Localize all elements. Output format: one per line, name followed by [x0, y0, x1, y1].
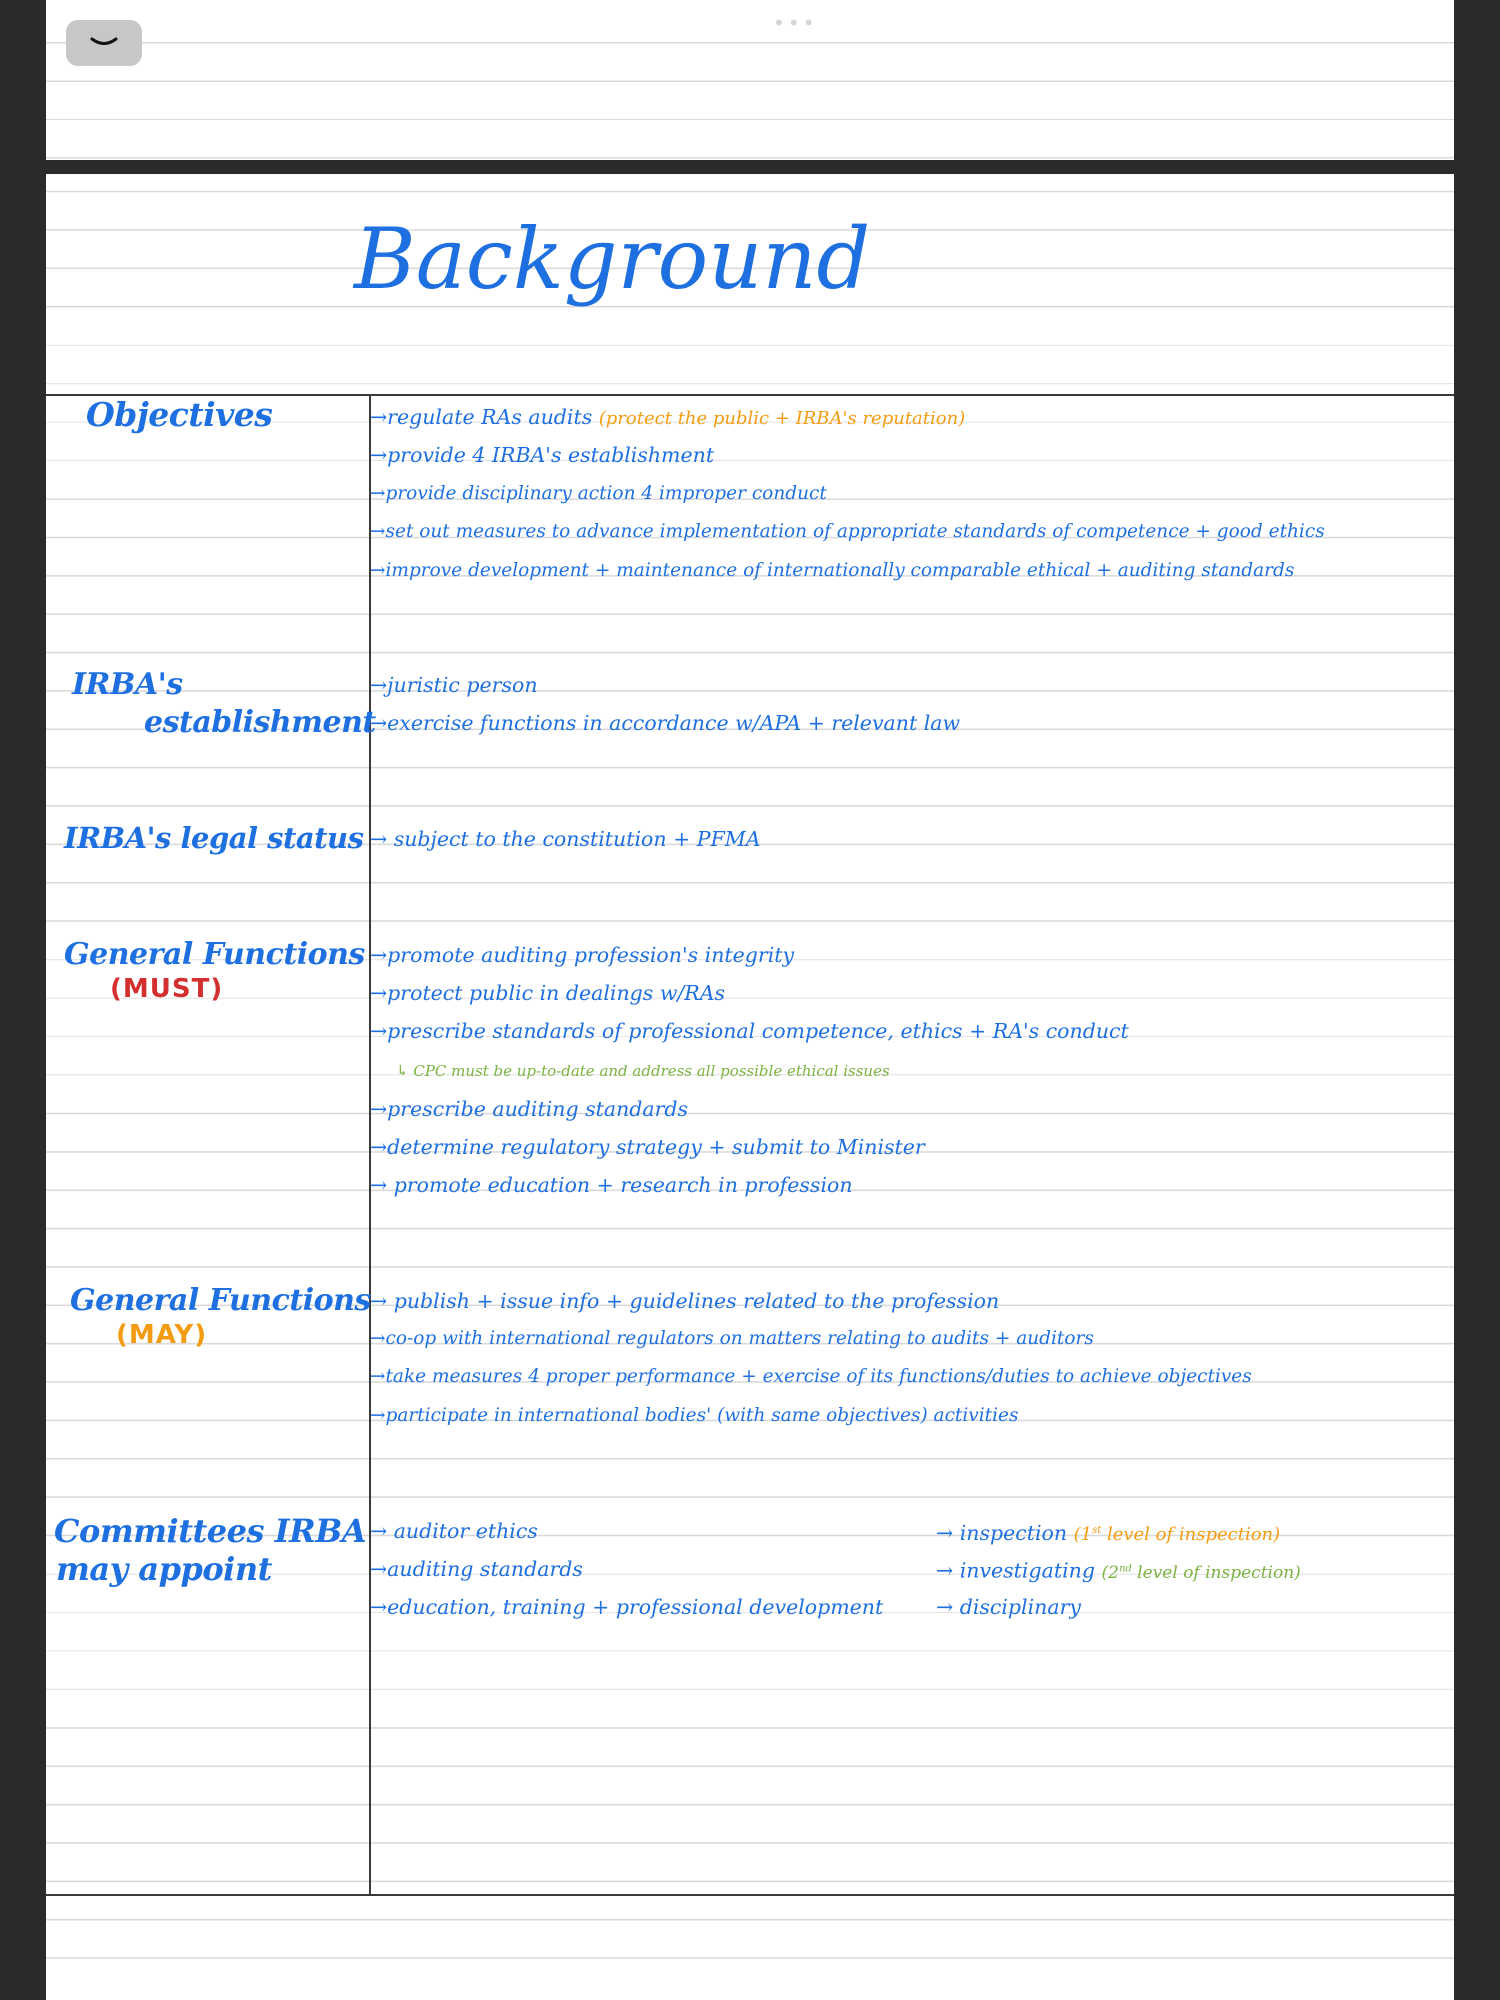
establishment-item: →juristic person — [370, 673, 538, 697]
functions-may-item: →participate in international bodies' (with same objectives) activities — [370, 1405, 1019, 1426]
legal-status-item: → subject to the constitution + PFMA — [370, 827, 761, 851]
objectives-item: →provide 4 IRBA's establishment — [370, 443, 715, 467]
table-bottom-divider — [46, 1894, 1454, 1896]
page-title: Background — [354, 210, 871, 308]
functions-must-item: →prescribe auditing standards — [370, 1097, 689, 1121]
objectives-item: →set out measures to advance implementation of appropriate standards of competence + good ethics — [370, 521, 1325, 542]
notes-page — [46, 174, 1454, 2000]
establishment-label-line1: IRBA's — [72, 667, 183, 702]
functions-must-item: →determine regulatory strategy + submit to Minister — [370, 1135, 925, 1159]
functions-must-label: General Functions — [64, 937, 365, 972]
committee-item-inspection: → inspection (1st level of inspection) — [936, 1521, 1281, 1545]
functions-may-item: → publish + issue info + guidelines related to the profession — [370, 1289, 1000, 1313]
committee-item-disciplinary: → disciplinary — [936, 1595, 1081, 1619]
functions-may-item: →take measures 4 proper performance + exercise of its functions/duties to achieve objectives — [370, 1366, 1252, 1387]
functions-must-item: →prescribe standards of professional competence, ethics + RA's conduct — [370, 1019, 1129, 1043]
objectives-item: →regulate RAs audits (protect the public + IRBA's reputation) — [370, 405, 966, 429]
functions-must-subitem: ↳ CPC must be up-to-date and address all possible ethical issues — [396, 1062, 890, 1080]
objectives-item: →provide disciplinary action 4 improper conduct — [370, 483, 827, 504]
investigating-note: (2nd level of inspection) — [1101, 1562, 1301, 1583]
may-tag: (MAY) — [116, 1320, 208, 1350]
inspection-note: (1st level of inspection) — [1073, 1524, 1281, 1545]
functions-must-item: →protect public in dealings w/RAs — [370, 981, 726, 1005]
establishment-label-line2: establishment — [144, 705, 376, 740]
establishment-item: →exercise functions in accordance w/APA + relevant law — [370, 711, 961, 735]
committees-label-line2: may appoint — [56, 1550, 272, 1588]
functions-may-label: General Functions — [70, 1283, 371, 1318]
committee-item-investigating: → investigating (2nd level of inspection) — [936, 1558, 1301, 1583]
legal-status-label: IRBA's legal status — [64, 821, 364, 855]
objectives-item: →improve development + maintenance of internationally comparable ethical + auditing standards — [370, 560, 1295, 581]
previous-page — [46, 0, 1454, 160]
committee-item: →auditing standards — [370, 1557, 583, 1581]
back-button[interactable] — [66, 20, 142, 66]
functions-must-item: →promote auditing profession's integrity — [370, 943, 795, 967]
committees-label-line1: Committees IRBA — [54, 1512, 367, 1550]
chevron-down-icon — [89, 35, 119, 51]
objectives-label: Objectives — [86, 395, 273, 434]
functions-must-item: → promote education + research in profession — [370, 1173, 853, 1197]
committee-item: →education, training + professional development — [370, 1595, 884, 1619]
committee-item: → auditor ethics — [370, 1519, 538, 1543]
more-options-icon[interactable]: ••• — [773, 11, 818, 35]
objectives-item-note: (protect the public + IRBA's reputation) — [598, 408, 966, 429]
must-tag: (MUST) — [110, 974, 224, 1004]
functions-may-item: →co-op with international regulators on matters relating to audits + auditors — [370, 1328, 1094, 1349]
